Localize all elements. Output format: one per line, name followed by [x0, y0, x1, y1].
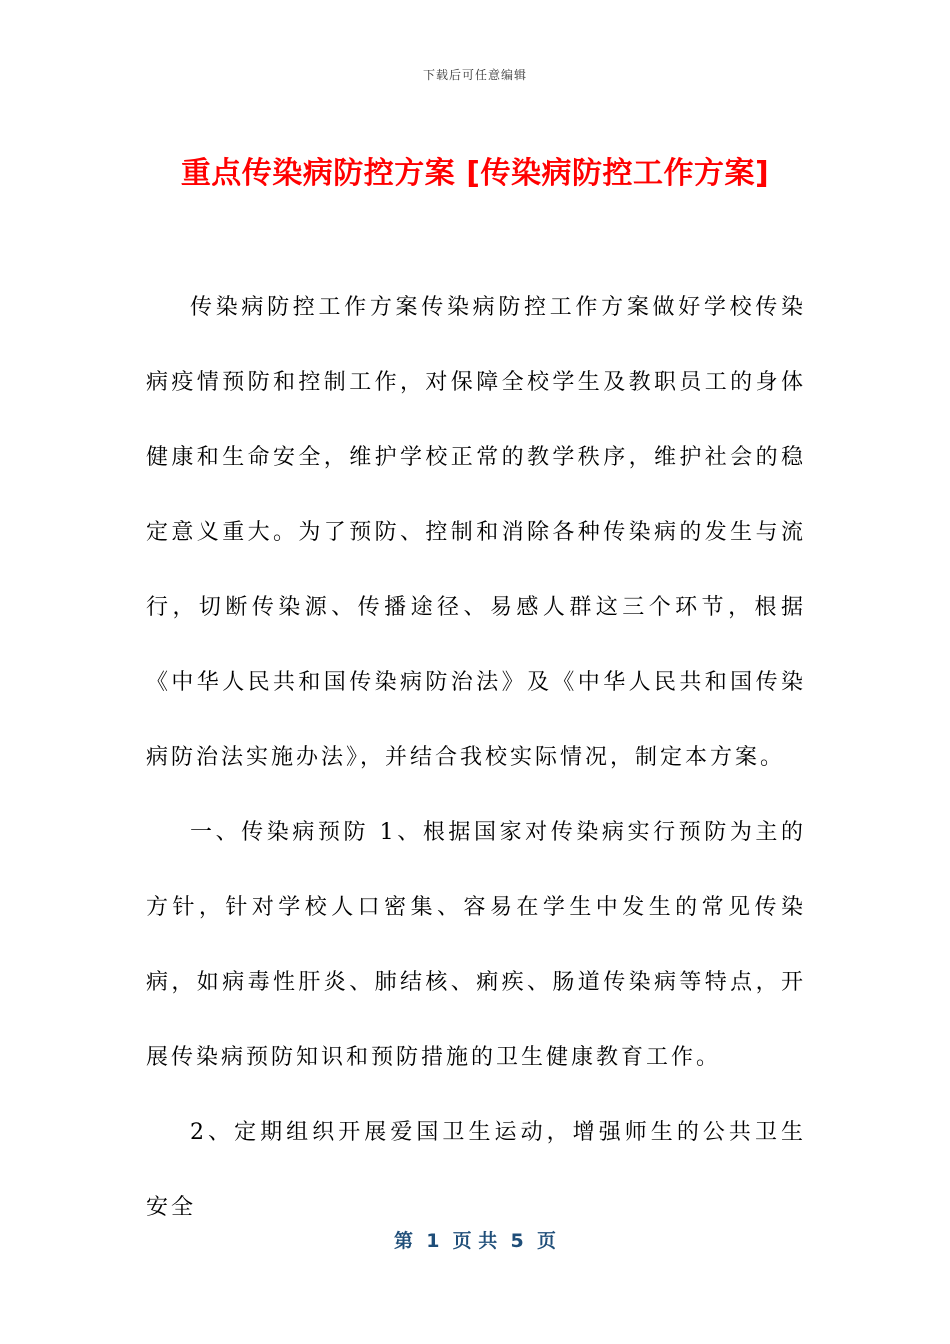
page-number-footer: 第 1 页 共 5 页 — [394, 1230, 556, 1252]
document-body — [146, 270, 806, 1245]
header-note: 下载后可任意编辑 — [422, 68, 527, 82]
document-title: 重点传染病防控方案 [传染病防控工作方案] — [180, 156, 770, 191]
paragraph-1: 传染病防控工作方案传染病防控工作方案做好学校传染病疫情预防和控制工作，对保障全校学生及教职员工的身体健康和生命安全，维护学校正常的教学秩序，维护社会的稳定意义重大。为了预防、控制和消除各种传染病的发生与流行，切断传染源、传播途径、易感人群这三个环节，根据《中华人民共和国传染病防治法》及《中华人民共和国传染病防治法实施办法》，并结合我校实际情况，制定本方案。 — [146, 295, 806, 770]
paragraph-3: 2、定期组织开展爱国卫生运动，增强师生的公共卫生安全 — [146, 1120, 806, 1220]
paragraph-2: 一、传染病预防 1、根据国家对传染病实行预防为主的方针，针对学校人口密集、容易在学生中发生的常见传染病，如病毒性肝炎、肺结核、痢疾、肠道传染病等特点，开展传染病预防知识和预防措施的卫生健康教育工作。 — [146, 820, 806, 1070]
